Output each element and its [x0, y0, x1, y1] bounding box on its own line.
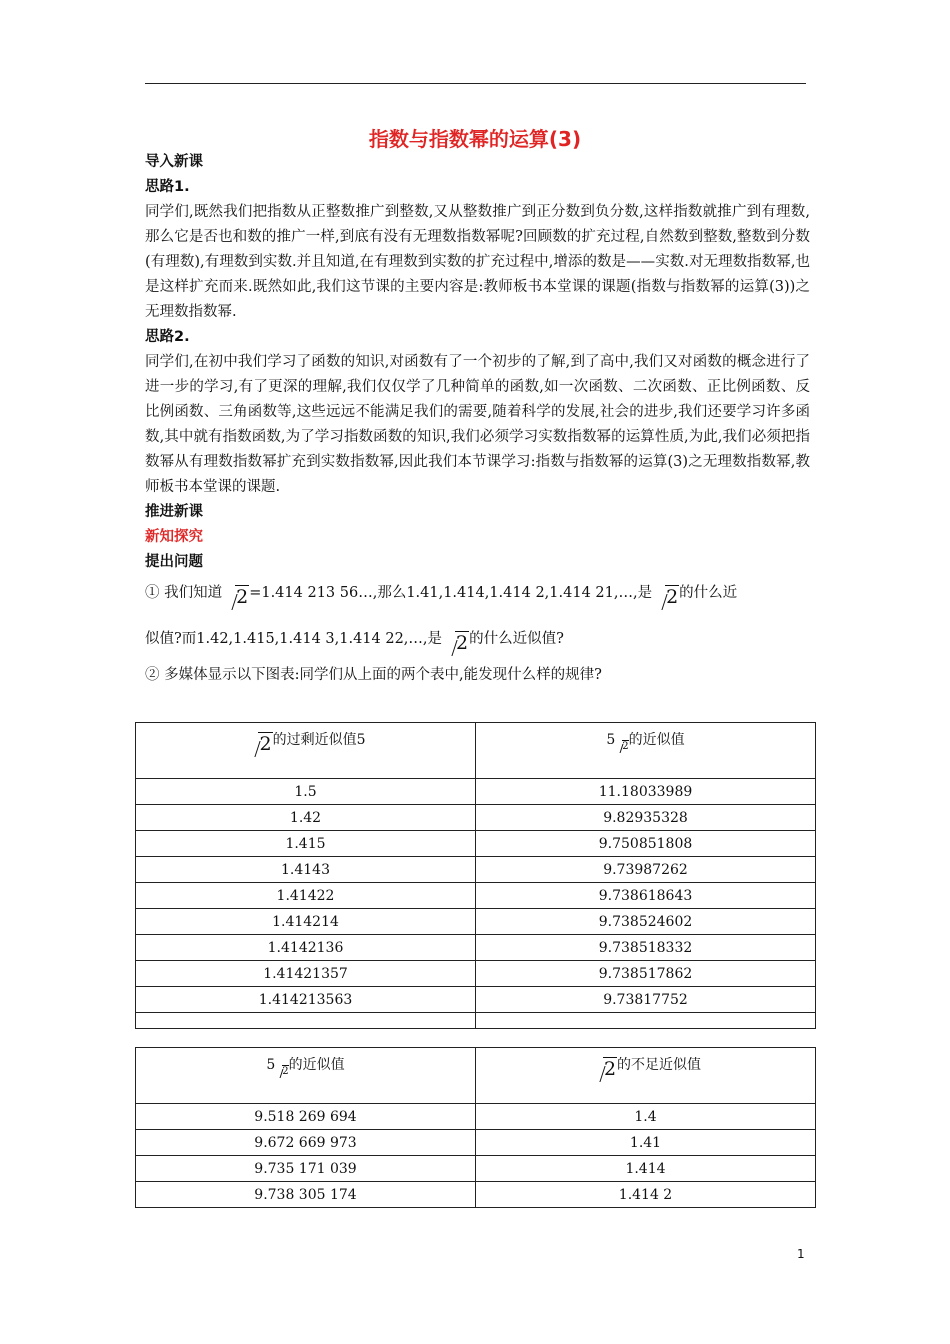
- table-lower-approximations: [135, 1047, 816, 1208]
- table-row: [136, 1182, 816, 1208]
- table-row: [136, 805, 816, 831]
- table-cell: 1.42: [136, 805, 476, 831]
- table-row: [136, 857, 816, 883]
- table1-header-base: 5: [606, 732, 616, 748]
- table-cell: 1.4: [476, 1104, 816, 1130]
- table-cell: 9.73987262: [476, 857, 816, 883]
- sqrt-radicand: 2: [456, 632, 469, 654]
- table-cell: 1.4142136: [136, 935, 476, 961]
- table-cell: 9.738517862: [476, 961, 816, 987]
- sqrt-radicand: 2: [282, 1066, 289, 1077]
- table1-header-col1-text: 的过剩近似值5: [272, 732, 366, 748]
- q1-text-e: 的什么近似值?: [469, 631, 564, 647]
- table-row: [136, 1156, 816, 1182]
- header-rule: [145, 83, 806, 84]
- table-cell: 9.738518332: [476, 935, 816, 961]
- sqrt-symbol: [442, 634, 469, 653]
- table-row: [136, 883, 816, 909]
- table-cell: 9.738618643: [476, 883, 816, 909]
- sqrt-symbol: [245, 735, 272, 754]
- table-cell: 1.4143: [136, 857, 476, 883]
- table-cell: 9.518 269 694: [136, 1104, 476, 1130]
- table-row: [136, 987, 816, 1013]
- sqrt-symbol-small: [275, 1067, 288, 1077]
- heading-intro: 导入新课: [145, 154, 203, 170]
- table2-body: [136, 1104, 816, 1208]
- sqrt-radicand: 2: [603, 1058, 617, 1080]
- table-cell: 1.41422: [136, 883, 476, 909]
- table2-header-col1-text: 的近似值: [288, 1057, 345, 1073]
- sqrt-symbol: [222, 588, 249, 607]
- table-row: [136, 961, 816, 987]
- table-row: [136, 1104, 816, 1130]
- table-cell: 9.82935328: [476, 805, 816, 831]
- table-cell: 9.735 171 039: [136, 1156, 476, 1182]
- table-cell: 1.41: [476, 1130, 816, 1156]
- table1-header-col2: [476, 723, 816, 779]
- q1-text-b: =1.414 213 56…,那么1.41,1.414,1.414 2,1.414 21,…,是: [249, 585, 653, 601]
- sqrt-symbol: [590, 1060, 617, 1079]
- question-2: ② 多媒体显示以下图表:同学们从上面的两个表中,能发现什么样的规律?: [145, 667, 602, 683]
- table-cell: 1.414 2: [476, 1182, 816, 1208]
- table-row: [136, 831, 816, 857]
- table-row: [136, 1013, 816, 1029]
- table-row: [136, 1130, 816, 1156]
- table2-header-col1: [136, 1048, 476, 1104]
- q1-text-c: 的什么近: [679, 585, 738, 601]
- table-cell: [476, 1013, 816, 1029]
- document-body: [145, 150, 810, 688]
- table-cell: 9.738524602: [476, 909, 816, 935]
- table-cell: 9.73817752: [476, 987, 816, 1013]
- table-cell: 1.41421357: [136, 961, 476, 987]
- heading-idea1: 思路1.: [145, 179, 190, 195]
- table-row: [136, 909, 816, 935]
- sqrt-symbol-small: [615, 742, 628, 752]
- paragraph-idea1: 同学们,既然我们把指数从正整数推广到整数,又从整数推广到正分数到负分数,这样指数就推广到有理数,那么它是否也和数的推广一样,到底有没有无理数指数幂呢?回顾数的扩充过程,自然数到整数,整数到分数(有理数),有理数到实数.并且知道,在有理数到实数的扩充过程中,增添的数是——实数.对无理数指数幂,也是这样扩充而来.既然如此,我们这节课的主要内容是:教师板书本堂课的课题(指数与指数幂的运算(3))之无理数指数幂.: [145, 204, 810, 320]
- table-cell: 1.414: [476, 1156, 816, 1182]
- table2-header-col2-text: 的不足近似值: [617, 1057, 702, 1073]
- page-number: 1: [797, 1247, 805, 1261]
- q1-text-a: ① 我们知道: [145, 585, 223, 601]
- table-upper-approximations: [135, 722, 816, 1029]
- table-header-row: [136, 723, 816, 779]
- heading-question: 提出问题: [145, 554, 203, 570]
- table-cell: 9.672 669 973: [136, 1130, 476, 1156]
- paragraph-idea2: 同学们,在初中我们学习了函数的知识,对函数有了一个初步的了解,到了高中,我们又对函数的概念进行了进一步的学习,有了更深的理解,我们仅仅学了几种简单的函数,如一次函数、二次函数、正比例函数、反比例函数、三角函数等,这些远远不能满足我们的需要,随着科学的发展,社会的进步,我们还要学习许多函数,其中就有指数函数,为了学习指数函数的知识,我们必须学习实数指数幂的运算性质,为此,我们必须把指数幂从有理数指数幂扩充到实数指数幂,因此我们本节课学习:指数与指数幂的运算(3)之无理数指数幂,教师板书本堂课的课题.: [145, 354, 810, 495]
- table1-header-col1: [136, 723, 476, 779]
- q1-text-d: 似值?而1.42,1.415,1.414 3,1.414 22,…,是: [145, 631, 443, 647]
- question-1-line2: [145, 625, 810, 653]
- table-cell: 1.414214: [136, 909, 476, 935]
- sqrt-radicand: 2: [236, 586, 249, 608]
- table-cell: 9.738 305 174: [136, 1182, 476, 1208]
- table-row: [136, 779, 816, 805]
- table-cell: [136, 1013, 476, 1029]
- table-cell: 1.415: [136, 831, 476, 857]
- table2-header-col2: [476, 1048, 816, 1104]
- sqrt-radicand: 2: [622, 741, 629, 752]
- sqrt-radicand: 2: [666, 586, 679, 608]
- heading-idea2: 思路2.: [145, 329, 190, 345]
- sqrt-radicand: 2: [259, 733, 272, 755]
- page-title: 指数与指数幂的运算(3): [368, 127, 582, 151]
- table-cell: 11.18033989: [476, 779, 816, 805]
- table-cell: 1.414213563: [136, 987, 476, 1013]
- table-row: [136, 935, 816, 961]
- table-cell: 9.750851808: [476, 831, 816, 857]
- sqrt-symbol: [652, 588, 679, 607]
- heading-advance: 推进新课: [145, 504, 203, 520]
- table1-header-col2-text: 的近似值: [628, 732, 685, 748]
- table2-header-base: 5: [266, 1057, 276, 1073]
- table1-body: [136, 779, 816, 1029]
- heading-explore: 新知探究: [145, 529, 203, 545]
- table-header-row: [136, 1048, 816, 1104]
- table-cell: 1.5: [136, 779, 476, 805]
- question-1-line1: [145, 579, 810, 607]
